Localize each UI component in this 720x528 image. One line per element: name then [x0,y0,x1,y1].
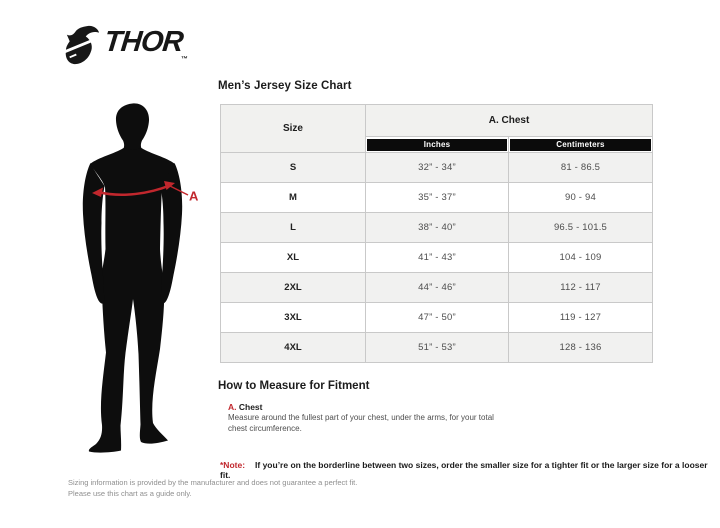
size-label: 2XL [221,273,366,303]
centimeters-value: 96.5 - 101.5 [509,213,653,243]
note-label: *Note: [220,460,246,470]
size-label: M [221,183,366,213]
column-header-chest: A. Chest [366,105,653,137]
size-label: XL [221,243,366,273]
centimeters-value: 104 - 109 [509,243,653,273]
inches-value: 47” - 50” [366,303,509,333]
table-row [221,273,653,303]
column-header-inches: Inches [367,139,507,151]
size-label: 3XL [221,303,366,333]
disclaimer [68,477,357,499]
silhouette-left-arm [83,163,105,304]
trademark-symbol: ™ [180,55,189,63]
note-text: If you’re on the borderline between two sizes, order the smaller size for a tighter fit or the larger size for a looser fit. [220,460,708,480]
disclaimer-line-2: Please use this chart as a guide only. [68,489,192,498]
thor-goat-icon [64,25,100,65]
centimeters-value: 81 - 86.5 [509,153,653,183]
page-title: Men’s Jersey Size Chart [218,80,352,92]
inches-value: 44” - 46” [366,273,509,303]
silhouette-head [116,103,149,151]
size-chart-table [220,104,653,363]
fitment-label-letter: A. [228,402,237,412]
inches-value: 41” - 43” [366,243,509,273]
fitment-heading: How to Measure for Fitment [218,380,370,392]
brand-name: $THOR_™$ [102,25,189,63]
inches-value: 51” - 53” [366,333,509,363]
centimeters-value: 128 - 136 [509,333,653,363]
fitment-label [228,402,262,412]
inches-value: 38” - 40” [366,213,509,243]
inches-value: 32” - 34” [366,153,509,183]
thor-logo [64,26,189,64]
table-row [221,153,653,183]
inches-value: 35” - 37” [366,183,509,213]
column-header-inches-cell [366,137,509,153]
size-label: L [221,213,366,243]
body-silhouette-figure [75,100,210,455]
table-row [221,213,653,243]
column-header-size: Size [221,105,366,153]
fitment-label-name: Chest [236,402,263,412]
fitment-description: Measure around the fullest part of your chest, under the arms, for your total chest circumference. [228,413,494,433]
column-header-centimeters-cell [509,137,653,153]
size-label: S [221,153,366,183]
table-row [221,303,653,333]
size-label: 4XL [221,333,366,363]
table-row [221,243,653,273]
centimeters-value: 112 - 117 [509,273,653,303]
chest-marker-label: A [189,188,199,204]
table-row [221,183,653,213]
centimeters-value: 90 - 94 [509,183,653,213]
table-row [221,333,653,363]
disclaimer-line-1: Sizing information is provided by the manufacturer and does not guarantee a perfect fit. [68,478,358,487]
centimeters-value: 119 - 127 [509,303,653,333]
column-header-centimeters: Centimeters [510,139,651,151]
